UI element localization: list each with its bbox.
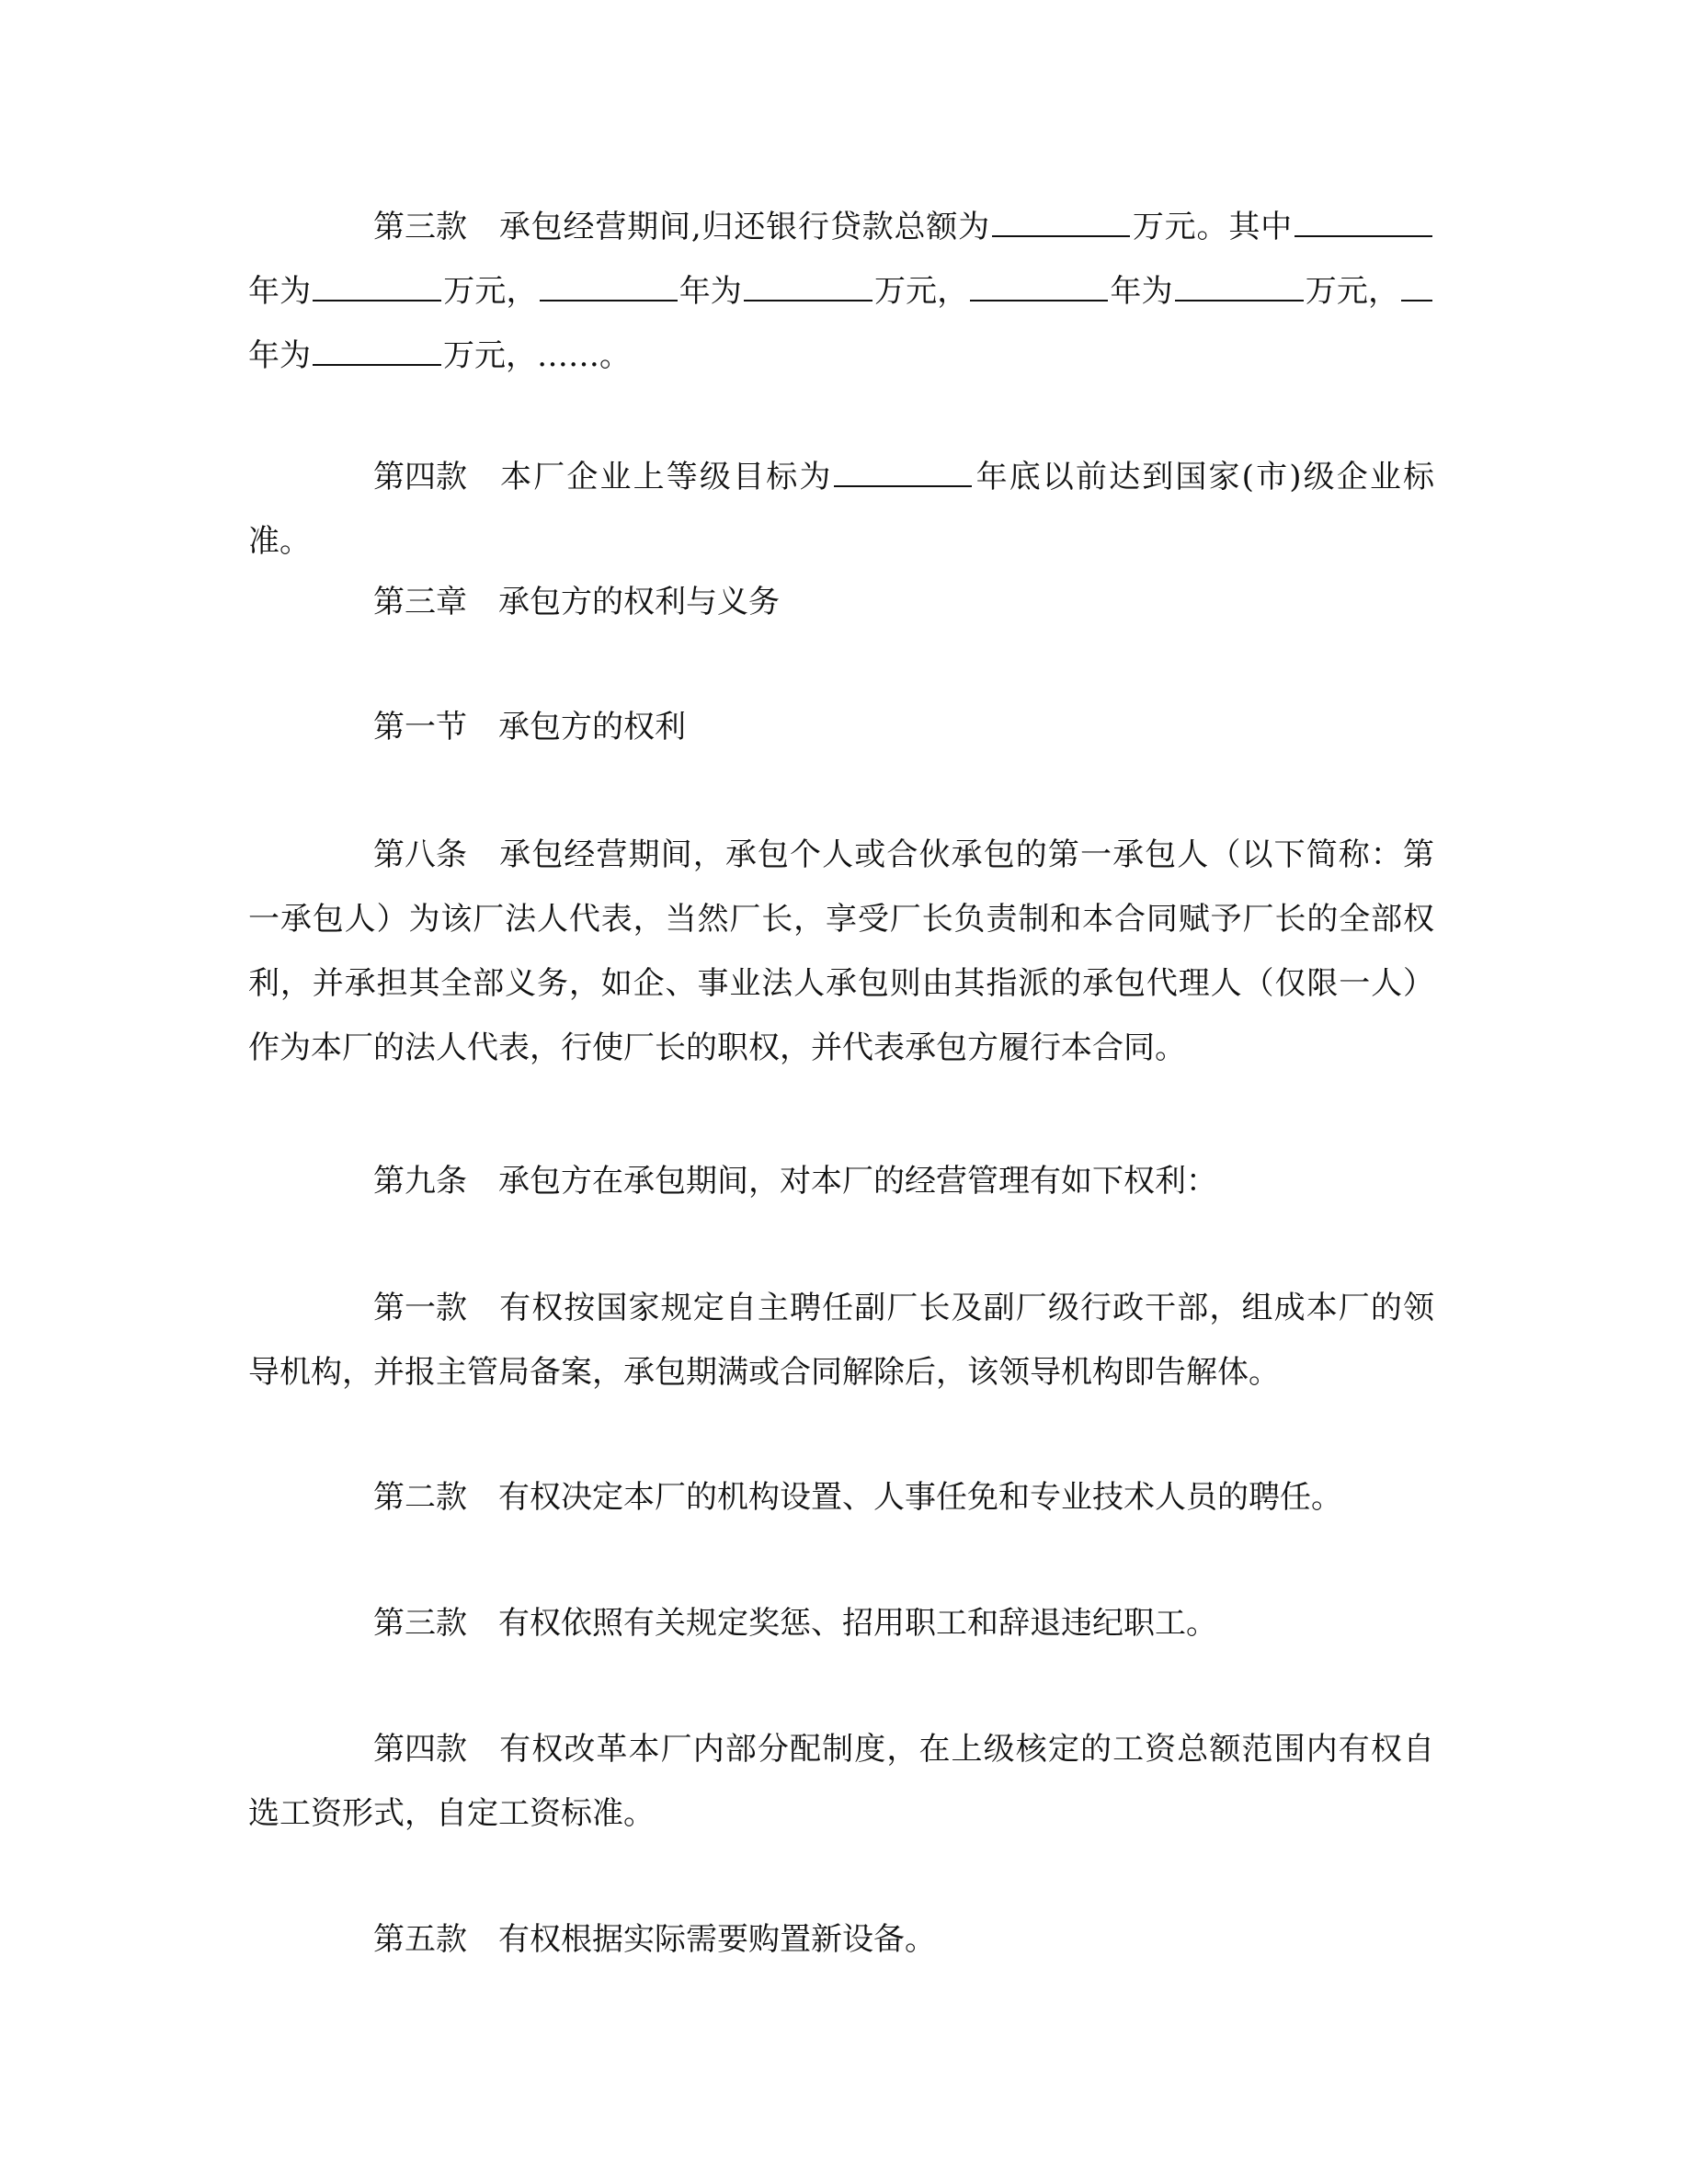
clause-text: 万元，……。 xyxy=(443,337,631,374)
fill-blank[interactable] xyxy=(744,268,873,301)
clause-text: 年为 xyxy=(1110,273,1173,310)
clause-text: 有权依照有关规定奖惩、招用职工和辞退违纪职工。 xyxy=(498,1605,1217,1642)
clause-text: 万元， xyxy=(1305,273,1400,310)
article-label: 第九条 xyxy=(373,1163,467,1200)
clause-text: 有权改革本厂内部分配制度，在上级核定的工资总额范围内有权自选工资形式，自定工资标准。 xyxy=(248,1731,1434,1832)
clause-paragraph-five xyxy=(248,1907,1434,1972)
clause-paragraph-two xyxy=(248,1465,1434,1530)
chapter-label: 第三章 xyxy=(373,584,467,620)
article-text: 承包经营期间，承包个人或合伙承包的第一承包人（以下简称：第一承包人）为该厂法人代表，当然厂长，享受厂长负责制和本合同赋予厂长的全部权利，并承担其全部义务，如企、事业法人承包则由其指派的承包代理人（仅限一人）作为本厂的法人代表，行使厂长的职权，并代表承包方履行本合同。 xyxy=(248,836,1434,1066)
clause-label: 第二款 xyxy=(373,1479,467,1516)
chapter-heading xyxy=(248,570,1434,634)
clause-label: 第三款 xyxy=(373,1605,467,1642)
clause-label: 第一款 xyxy=(373,1290,467,1326)
fill-blank[interactable] xyxy=(1175,268,1304,301)
fill-blank[interactable] xyxy=(992,204,1130,237)
clause-paragraph-three xyxy=(248,1591,1434,1655)
clause-text: 有权按国家规定自主聘任副厂长及副厂级行政干部，组成本厂的领导机构，并报主管局备案，承包期满或合同解除后，该领导机构即告解体。 xyxy=(248,1290,1434,1391)
clause-text: 万元， xyxy=(873,273,969,310)
clause-text: 万元。其中 xyxy=(1132,209,1294,245)
clause-text: 有权决定本厂的机构设置、人事任免和专业技术人员的聘任。 xyxy=(498,1479,1342,1516)
chapter-title: 承包方的权利与义务 xyxy=(498,584,780,620)
clause-text: 年底以前达到国家(市)级企业标准。 xyxy=(248,459,1434,560)
fill-blank[interactable] xyxy=(1295,204,1432,237)
article-paragraph-nine xyxy=(248,1149,1434,1213)
clause-text: 本厂企业上等级目标为 xyxy=(498,459,833,495)
fill-blank[interactable] xyxy=(1401,268,1432,301)
article-paragraph-eight xyxy=(248,823,1434,1080)
clause-label: 第三款 xyxy=(373,209,467,245)
section-heading xyxy=(248,695,1434,759)
fill-blank[interactable] xyxy=(313,333,441,366)
clause-paragraph-one xyxy=(248,1276,1434,1405)
section-label: 第一节 xyxy=(373,709,467,745)
clause-text: 承包经营期间,归还银行贷款总额为 xyxy=(498,209,990,245)
clause-paragraph-loan-repayment xyxy=(248,195,1434,388)
clause-label: 第四款 xyxy=(373,1731,467,1768)
fill-blank[interactable] xyxy=(540,268,678,301)
clause-label: 第五款 xyxy=(373,1921,467,1958)
clause-paragraph-four xyxy=(248,1717,1434,1846)
fill-blank[interactable] xyxy=(834,454,972,487)
section-title: 承包方的权利 xyxy=(498,709,686,745)
clause-text: 万元， xyxy=(443,273,538,310)
fill-blank[interactable] xyxy=(970,268,1108,301)
article-text: 承包方在承包期间，对本厂的经营管理有如下权利： xyxy=(498,1163,1217,1200)
clause-text: 年为 xyxy=(248,337,311,374)
clause-text: 年为 xyxy=(679,273,742,310)
clause-text: 有权根据实际需要购置新设备。 xyxy=(498,1921,936,1958)
clause-label: 第四款 xyxy=(373,459,467,495)
clause-text: 年为 xyxy=(248,273,312,310)
fill-blank[interactable] xyxy=(313,268,441,301)
clause-paragraph-enterprise-grade xyxy=(248,445,1434,574)
article-label: 第八条 xyxy=(373,836,467,873)
